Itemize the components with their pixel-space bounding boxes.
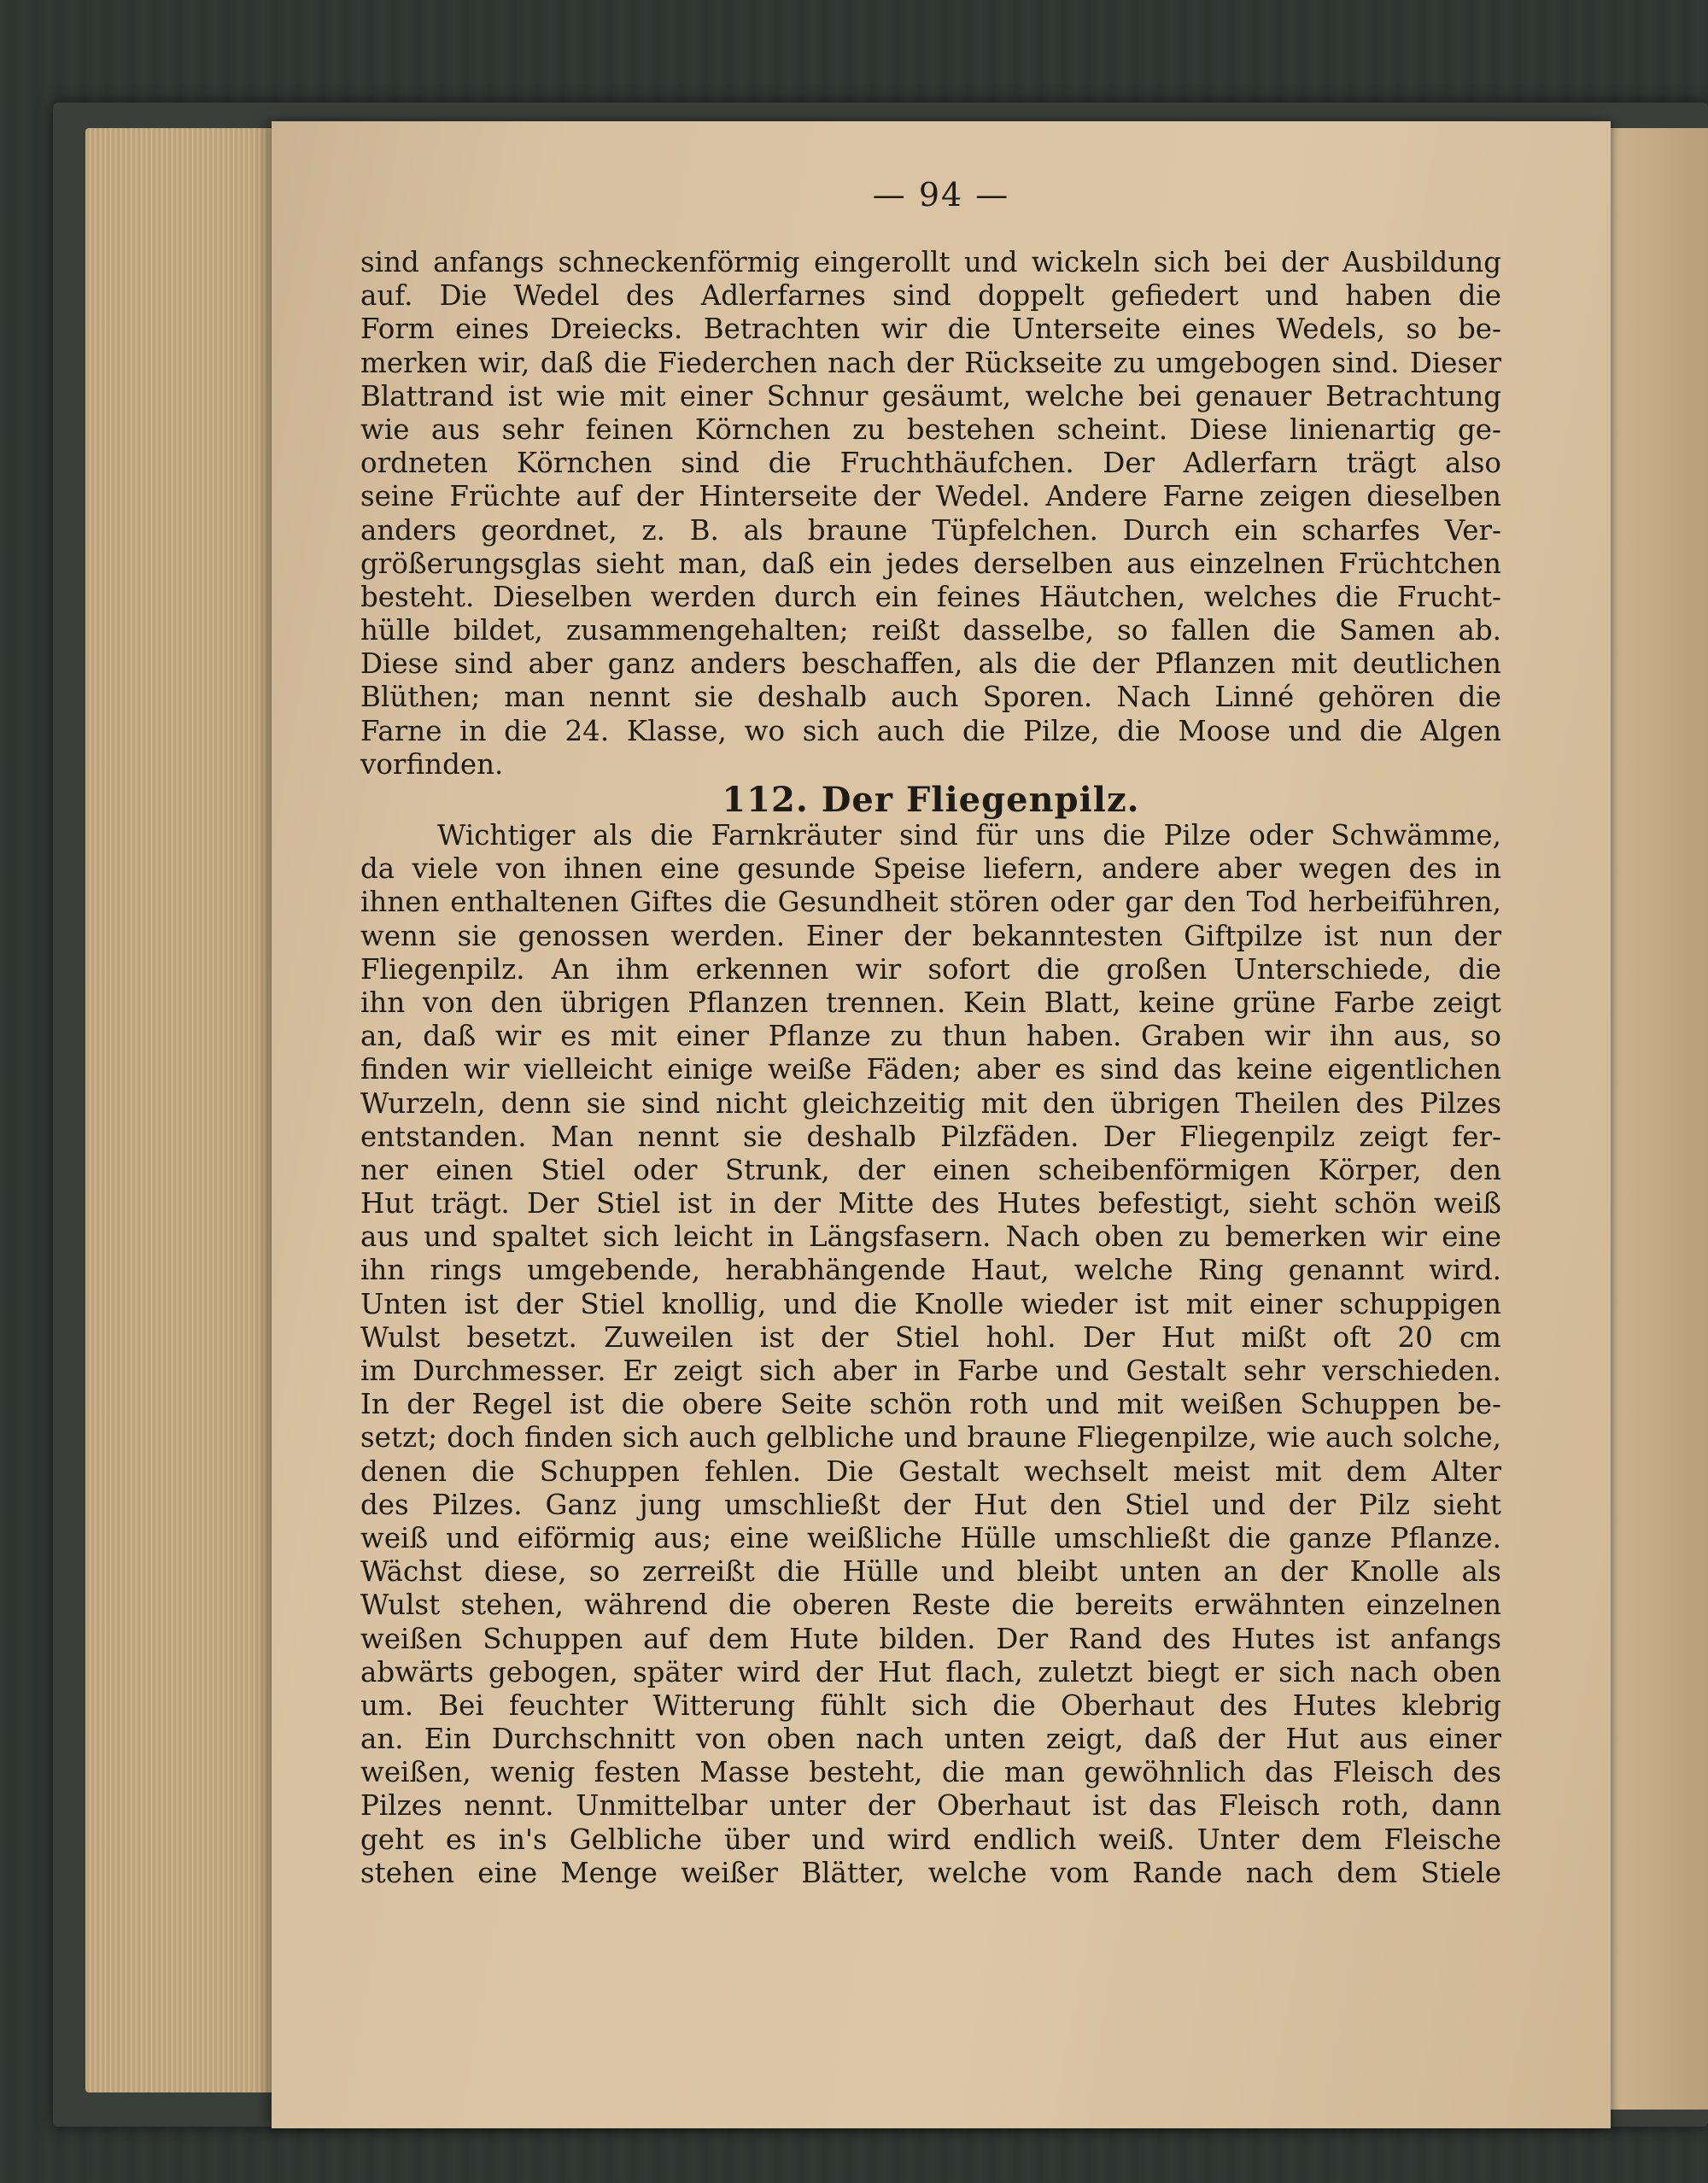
- text-line: seine Früchte auf der Hinterseite der Wedel. Andere Farne zeigen dieselben: [360, 480, 1501, 513]
- text-line: Wichtiger als die Farnkräuter sind für uns die Pilze oder Schwämme,: [437, 819, 1501, 852]
- text-line: im Durchmesser. Er zeigt sich aber in Farbe und Gestalt sehr verschieden.: [360, 1355, 1501, 1387]
- text-line: entstanden. Man nennt sie deshalb Pilzfäden. Der Fliegenpilz zeigt fer-: [360, 1120, 1501, 1153]
- text-line: vorfinden.: [360, 747, 504, 781]
- text-line: ihn rings umgebende, herabhängende Haut, welche Ring genannt wird.: [360, 1254, 1501, 1287]
- text-line: ordneten Körnchen sind die Fruchthäufchen. Der Adlerfarn trägt also: [360, 447, 1501, 480]
- text-line: anders geordnet, z. B. als braune Tüpfelchen. Durch ein scharfes Ver-: [360, 513, 1501, 547]
- text-line: stehen eine Menge weißer Blätter, welche vom Rande nach dem Stiele: [360, 1856, 1501, 1889]
- text-line: Wurzeln, denn sie sind nicht gleichzeitig mit den übrigen Theilen des Pilzes: [360, 1086, 1501, 1120]
- page-text: [360, 246, 1501, 1890]
- text-line: sind anfangs schneckenförmig eingerollt und wickeln sich bei der Ausbildung: [360, 246, 1501, 278]
- text-line: weiß und eiförmig aus; eine weißliche Hülle umschließt die ganze Pflanze.: [360, 1521, 1501, 1554]
- text-line: denen die Schuppen fehlen. Die Gestalt wechselt meist mit dem Alter: [360, 1454, 1501, 1488]
- text-line: aus und spaltet sich leicht in Längsfasern. Nach oben zu bemerken wir eine: [360, 1220, 1501, 1254]
- text-line: da viele von ihnen eine gesunde Speise liefern, andere aber wegen des in: [360, 852, 1501, 886]
- text-line: Blattrand ist wie mit einer Schnur gesäumt, welche bei genauer Betrachtung: [360, 379, 1501, 413]
- book-page: [272, 121, 1611, 2128]
- page-number: — 94 —: [872, 176, 1010, 214]
- text-line: Wulst stehen, während die oberen Reste die bereits erwähnten einzelnen: [360, 1589, 1501, 1622]
- paragraph-2: [360, 819, 1501, 1890]
- text-line: Wächst diese, so zerreißt die Hülle und bleibt unten an der Knolle als: [360, 1555, 1501, 1589]
- text-line: In der Regel ist die obere Seite schön roth und mit weißen Schuppen be-: [360, 1388, 1501, 1421]
- text-line: an. Ein Durchschnitt von oben nach unten zeigt, daß der Hut aus einer: [360, 1723, 1501, 1756]
- text-line: wenn sie genossen werden. Einer der bekanntesten Giftpilze ist nun der: [360, 919, 1501, 952]
- text-line: geht es in's Gelbliche über und wird endlich weiß. Unter dem Fleische: [360, 1823, 1501, 1856]
- text-line: Diese sind aber ganz anders beschaffen, als die der Pflanzen mit deutlichen: [360, 647, 1501, 681]
- text-line: finden wir vielleicht einige weiße Fäden; aber es sind das keine eigentlichen: [360, 1053, 1501, 1086]
- text-line: weißen Schuppen auf dem Hute bilden. Der Rand des Hutes ist anfangs: [360, 1622, 1501, 1655]
- text-line: des Pilzes. Ganz jung umschließt der Hut den Stiel und der Pilz sieht: [360, 1488, 1501, 1521]
- text-line: abwärts gebogen, später wird der Hut flach, zuletzt biegt er sich nach oben: [360, 1655, 1501, 1688]
- text-line: Form eines Dreiecks. Betrachten wir die Unterseite eines Wedels, so be-: [360, 313, 1501, 346]
- text-line: Pilzes nennt. Unmittelbar unter der Oberhaut ist das Fleisch roth, dann: [360, 1789, 1501, 1823]
- text-line: Hut trägt. Der Stiel ist in der Mitte des Hutes befestigt, sieht schön weiß: [360, 1187, 1501, 1220]
- text-line: um. Bei feuchter Witterung fühlt sich die Oberhaut des Hutes klebrig: [360, 1688, 1501, 1722]
- text-line: an, daß wir es mit einer Pflanze zu thun haben. Graben wir ihn aus, so: [360, 1020, 1501, 1053]
- text-line: besteht. Dieselben werden durch ein feines Häutchen, welches die Frucht-: [360, 580, 1501, 613]
- text-line: ihnen enthaltenen Giftes die Gesundheit stören oder gar den Tod herbeiführen,: [360, 886, 1501, 919]
- paragraph-1: [360, 246, 1501, 781]
- facing-page: [1606, 128, 1708, 2110]
- text-line: setzt; doch finden sich auch gelbliche und braune Fliegenpilze, wie auch solche,: [360, 1421, 1501, 1454]
- text-line: Wulst besetzt. Zuweilen ist der Stiel hohl. Der Hut mißt oft 20 cm: [360, 1320, 1501, 1354]
- text-line: wie aus sehr feinen Körnchen zu bestehen scheint. Diese linienartig ge-: [360, 413, 1501, 446]
- text-line: hülle bildet, zusammengehalten; reißt dasselbe, so fallen die Samen ab.: [360, 614, 1501, 647]
- text-line: Blüthen; man nennt sie deshalb auch Sporen. Nach Linné gehören die: [360, 681, 1501, 714]
- page-edges: [85, 128, 282, 2092]
- section-heading: 112. Der Fliegenpilz.: [722, 780, 1140, 820]
- text-line: weißen, wenig festen Masse besteht, die man gewöhnlich das Fleisch des: [360, 1756, 1501, 1789]
- text-line: merken wir, daß die Fiederchen nach der Rückseite zu umgebogen sind. Dieser: [360, 346, 1501, 379]
- text-line: Fliegenpilz. An ihm erkennen wir sofort die großen Unterschiede, die: [360, 952, 1501, 986]
- text-line: ner einen Stiel oder Strunk, der einen scheibenförmigen Körper, den: [360, 1153, 1501, 1186]
- text-line: Farne in die 24. Klasse, wo sich auch die Pilze, die Moose und die Algen: [360, 714, 1501, 747]
- text-line: Unten ist der Stiel knollig, und die Knolle wieder ist mit einer schuppigen: [360, 1287, 1501, 1320]
- text-line: ihn von den übrigen Pflanzen trennen. Kein Blatt, keine grüne Farbe zeigt: [360, 986, 1501, 1019]
- text-line: auf. Die Wedel des Adlerfarnes sind doppelt gefiedert und haben die: [360, 279, 1501, 313]
- text-line: größerungsglas sieht man, daß ein jedes derselben aus einzelnen Früchtchen: [360, 547, 1501, 580]
